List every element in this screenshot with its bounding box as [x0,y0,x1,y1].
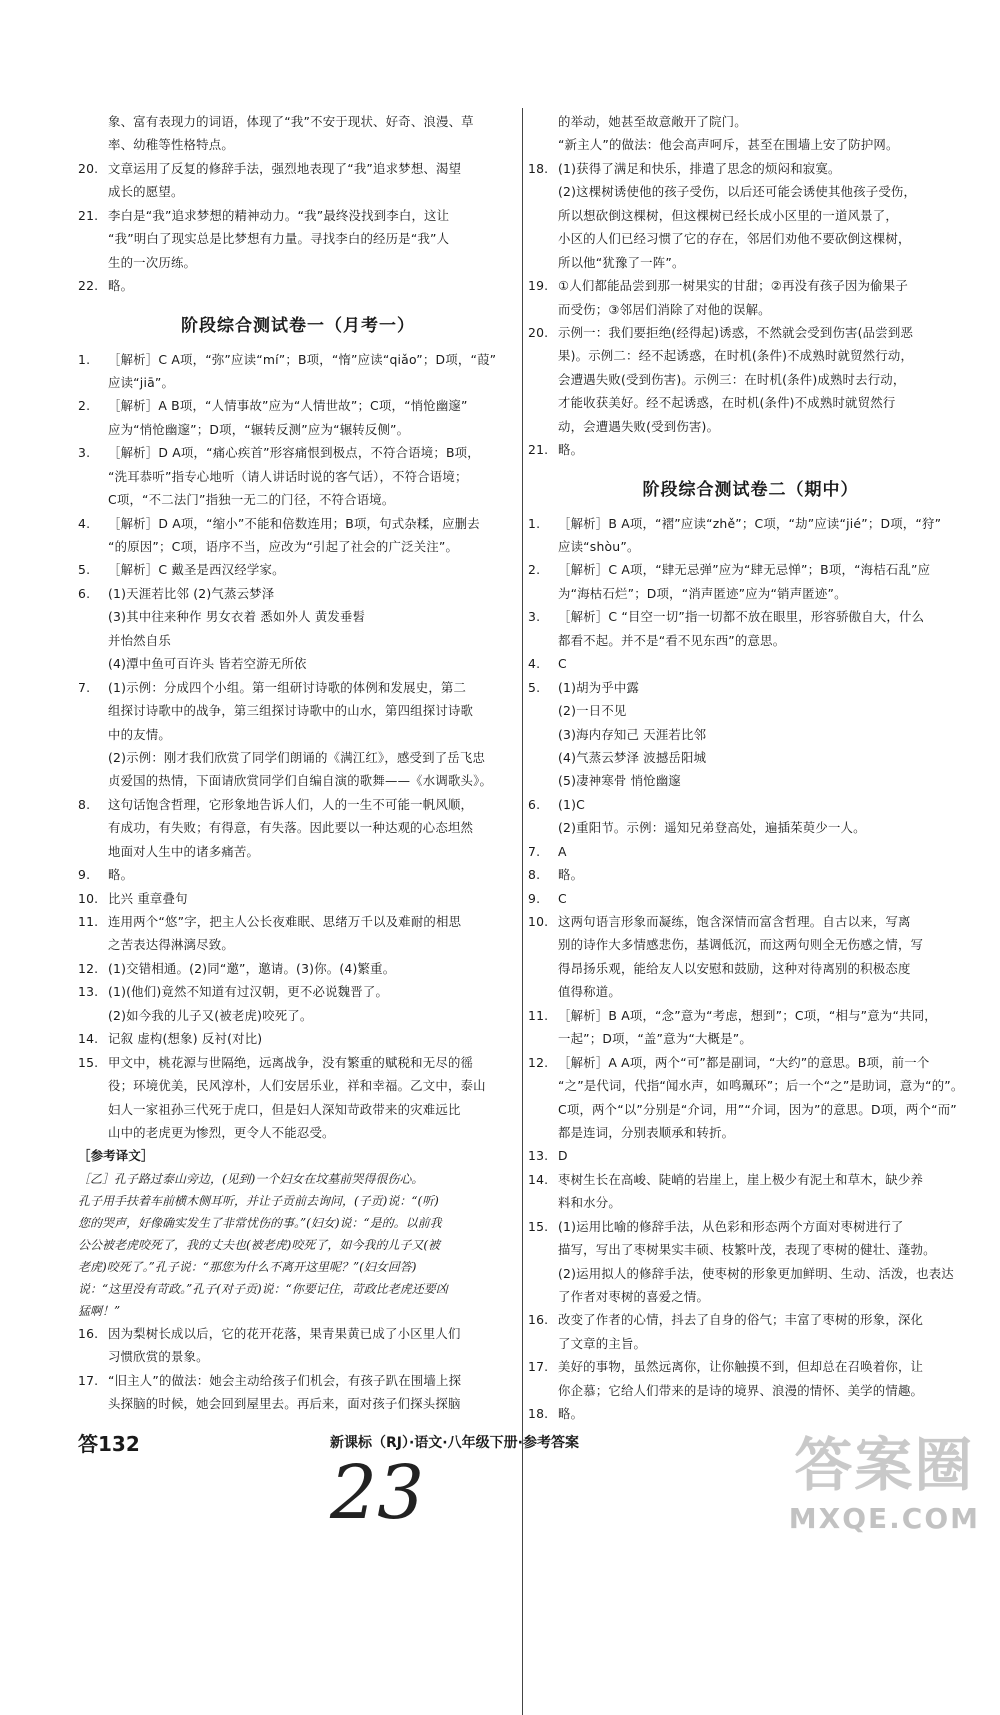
translation-line: 公公被老虎咬死了，我的丈夫也(被老虎)咬死了，如今我的儿子又(被 [78,1237,441,1252]
answer-item [78,274,518,297]
answer-continuation: 山中的老虎更为惨烈，更令人不能忍受。 [108,1124,335,1140]
item-number: 12. [528,1054,549,1070]
right-column [528,110,973,1426]
item-number: 14. [528,1171,549,1187]
item-number: 17. [78,1372,99,1388]
item-number: 18. [528,1406,549,1422]
answer-continuation: 组探讨诗歌中的战争，第三组探讨诗歌中的山水，第四组探讨诗歌 [108,703,474,719]
item-number: 14. [78,1031,99,1047]
answer-item [78,558,518,581]
answer-continuation: “之”是代词，代指“闻水声，如鸣珮环”；后一个“之”是助词，意为“的”。 [558,1078,964,1094]
answer-item [528,1168,973,1191]
answer-continuation: 应为“悄怆幽邃”；D项，“辗转反测”应为“辗转反侧”。 [108,421,410,437]
item-text: 枣树生长在高峻、陡峭的岩崖上，崖上极少有泥土和草木，缺少养 [558,1171,924,1187]
item-number: 4. [78,515,91,531]
watermark-line2: MXQE.COM [788,1502,980,1535]
answer-item [528,676,973,699]
answer-continuation: 之苦表达得淋漓尽致。 [108,937,234,953]
section-heading: 阶段综合测试卷二（期中） [642,479,859,500]
item-text: (1)运用比喻的修辞手法，从色彩和形态两个方面对枣树进行了 [558,1218,904,1234]
answer-item [78,887,518,910]
answer-continuation: 成长的愿望。 [108,184,184,200]
item-text: “旧主人”的做法：她会主动给孩子们机会，有孩子趴在围墙上探 [108,1372,462,1388]
item-number: 2. [78,398,91,414]
answer-continuation: 了文章的主旨。 [558,1335,647,1351]
answer-item [78,910,518,933]
item-number: 8. [528,867,541,883]
answer-item [528,321,973,344]
item-text: ［解析］C “目空一切”指一切都不放在眼里，形容骄傲自大，什么 [558,609,925,625]
item-text: (1)(他们)竟然不知道有过汉朝，更不必说魏晋了。 [108,984,389,1000]
item-text: 记叙 虚构(想象) 反衬(对比) [108,1031,263,1047]
item-number: 17. [528,1359,549,1375]
answer-item [528,863,973,886]
item-number: 7. [78,679,91,695]
item-text: (1)胡为乎中露 [558,679,640,695]
answer-continuation: 都看不起。并不是“看不见东西”的意思。 [558,632,786,648]
answer-continuation: 并怡然自乐 [108,632,171,648]
item-text: 改变了作者的心情，抖去了自身的俗气；丰富了枣树的形象，深化 [558,1312,924,1328]
answer-item [528,910,973,933]
item-text: C [558,656,567,672]
item-number: 3. [528,609,541,625]
item-number: 8. [78,796,91,812]
page-number: 答132 [78,1432,140,1456]
answer-continuation: (3)海内存知己 天涯若比邻 [558,726,707,742]
translation-line: ［乙］孔子路过泰山旁边，(见到)一个妇女在坟墓前哭得很伤心。 [78,1171,424,1186]
running-title: 新课标（RJ）·语文·八年级下册·参考答案 [330,1435,579,1451]
item-text: ［解析］C 戴圣是西汉经学家。 [108,562,285,578]
item-number: 21. [78,207,99,223]
answer-continuation: (2)如今我的儿子又(被老虎)咬死了。 [108,1007,313,1023]
answer-continuation: 象、富有表现力的词语，体现了“我”不安于现状、好奇、浪漫、草 [108,114,474,129]
item-text: (1)天涯若比邻 (2)气蒸云梦泽 [108,585,275,601]
item-number: 2. [528,562,541,578]
item-number: 7. [528,843,541,859]
item-text: 因为梨树长成以后，它的花开花落，果青果黄已成了小区里人们 [108,1325,461,1341]
item-text: 示例一：我们要拒绝(经得起)诱惑，不然就会受到伤害(品尝到恶 [558,324,914,340]
item-number: 21. [528,442,549,458]
item-number: 9. [78,867,91,883]
section-heading: 阶段综合测试卷一（月考一） [181,315,415,336]
answer-continuation: C项，“不二法门”指独一无二的门径，不符合语境。 [108,492,395,508]
answer-continuation: 会遭遇失败(受到伤害)。示例三：在时机(条件)成熟时去行动， [558,371,906,387]
answer-item [78,1322,518,1345]
item-number: 3. [78,445,91,461]
answer-continuation: 得昂扬乐观，能给友人以安慰和鼓励，这种对待离别的积极态度 [558,960,911,976]
answer-continuation: (2)这棵树诱使他的孩子受伤，以后还可能会诱使其他孩子受伤， [558,184,917,200]
item-number: 10. [528,914,549,929]
answer-item [78,441,518,464]
item-number: 6. [528,796,541,812]
item-number: 22. [78,278,99,294]
item-text: ［解析］C A项，“弥”应读“mí”；B项，“惰”应读“qiǎo”；D项，“葭” [108,351,497,367]
answer-item [528,1215,973,1238]
answer-item [78,980,518,1003]
item-number: 11. [528,1007,549,1023]
answer-continuation: 贞爱国的热情，下面请欣赏同学们自编自演的歌舞——《水调歌头》。 [108,773,493,789]
translation-line: 猛啊！” [78,1303,121,1318]
answer-continuation: 都是连词，分别表顺承和转折。 [558,1124,735,1140]
item-number: 18. [528,160,549,176]
answer-item [78,512,518,535]
item-text: 甲文中，桃花源与世隔绝，远离战争，没有繁重的赋税和无尽的徭 [108,1054,474,1070]
answer-item [78,793,518,816]
answer-continuation: (3)其中往来种作 男女衣着 悉如外人 黄发垂髫 [108,609,366,625]
item-text: ［解析］D A项，“缩小”不能和倍数连用；B项，句式杂糅，应删去 [108,515,480,531]
answer-continuation: C项，两个“以”分别是“介词，用”“介词，因为”的意思。D项，两个“而” [558,1101,957,1117]
translation-line: 说：“这里没有苛政。”孔子(对子贡)说：“你要记住，苛政比老虎还要凶 [78,1281,448,1296]
answer-continuation: 小区的人们已经习惯了它的存在，邻居们劝他不要砍倒这棵树， [558,231,911,247]
item-text: 略。 [108,278,134,294]
answer-continuation: (2)示例：刚才我们欣赏了同学们朗诵的《满江红》，感受到了岳飞忠 [108,749,486,765]
answer-item [528,512,973,535]
translation-line: 您的哭声，好像确实发生了非常忧伤的事。”(妇女)说：“是的。以前我 [78,1215,442,1230]
item-text: ［解析］B A项，“褶”应读“zhě”；C项，“劫”应读“jié”；D项，“狩” [558,515,942,531]
item-number: 5. [78,562,91,578]
item-text: 文章运用了反复的修辞手法，强烈地表现了“我”追求梦想、渴望 [108,160,462,176]
answer-continuation: 有成功，有失败；有得意，有失落。因此要以一种达观的心态坦然 [108,820,474,836]
item-text: ［解析］D A项，“痛心疾首”形容痛恨到极点，不符合语境；B项， [108,445,480,461]
answer-item [528,605,973,628]
answer-continuation: 妇人一家祖孙三代死于虎口，但是妇人深知苛政带来的灾难远比 [108,1101,461,1117]
answer-continuation: “我”明白了现实总是比梦想有力量。寻找李白的经历是“我”人 [108,231,450,247]
answer-continuation: “洗耳恭听”指专心地听（请人讲话时说的客气话），不符合语境； [108,468,468,484]
item-text: 李白是“我”追求梦想的精神动力。“我”最终没找到李白，这让 [108,207,450,223]
item-number: 15. [528,1218,549,1234]
item-text: 这句话饱含哲理，它形象地告诉人们，人的一生不可能一帆风顺， [108,796,474,812]
item-number: 4. [528,656,541,672]
item-number: 9. [528,890,541,906]
item-number: 19. [528,278,549,294]
item-number: 13. [78,984,99,1000]
answer-item [78,957,518,980]
answer-continuation: 果)。示例二：经不起诱惑，在时机(条件)不成熟时就贸然行动， [558,348,914,364]
handwritten-number: 23 [330,1450,425,1536]
item-number: 16. [528,1312,549,1328]
answer-continuation: 一起”；D项，“盖”意为“大概是”。 [558,1031,752,1047]
answer-item [528,558,973,581]
answer-item [78,1027,518,1050]
answer-continuation: 头探脑的时候，她会回到屋里去。再后来，面对孩子们探头探脑 [108,1396,461,1412]
answer-item [78,582,518,605]
item-text: ①人们都能品尝到那一树果实的甘甜；②再没有孩子因为偷果子 [558,278,908,294]
answer-item [528,793,973,816]
answer-continuation: 役；环境优美，民风淳朴，人们安居乐业，祥和幸福。乙文中，泰山 [108,1078,486,1094]
item-number: 11. [78,914,99,929]
item-text: 略。 [108,867,134,883]
answer-continuation: 料和水分。 [558,1195,621,1211]
item-number: 12. [78,960,99,976]
answer-continuation: 地面对人生中的诸多痛苦。 [108,843,260,859]
answer-continuation: 而受伤；③邻居们消除了对他的误解。 [558,301,771,317]
item-text: ［解析］B A项，“念”意为“考虑，想到”；C项，“相与”意为“共同， [558,1007,937,1023]
reference-label: ［参考译文］ [78,1148,154,1164]
answer-item [528,652,973,675]
translation-line: 孔子用手扶着车前横木侧耳听，并让子贡前去询问，(子贡)说：“(听) [78,1193,439,1208]
answer-continuation: 了作者对枣树的喜爱之情。 [558,1289,710,1304]
watermark-line1: 答案圈 [794,1431,975,1499]
answer-continuation: 值得称道。 [558,984,621,1000]
answer-item [528,1355,973,1378]
item-text: 略。 [558,1406,584,1422]
answer-item [528,274,973,297]
item-text: ［解析］A A项，两个“可”都是副词，“大约”的意思。B项，前一个 [558,1054,930,1070]
item-text: 比兴 重章叠句 [108,890,188,906]
answer-continuation: 中的友情。 [108,726,171,742]
item-text: 这两句语言形象而凝练，饱含深情而富含哲理。自古以来，写离 [558,914,911,929]
answer-continuation: (2)运用拟人的修辞手法，使枣树的形象更加鲜明、生动、活泼，也表达 [558,1265,954,1281]
answer-item [528,157,973,180]
answer-continuation: 率、幼稚等性格特点。 [108,137,234,153]
answer-item [528,1144,973,1167]
answer-continuation: (2)重阳节。示例：遥知兄弟登高处，遍插茱萸少一人。 [558,820,866,836]
column-divider [522,108,523,1715]
item-text: D [558,1148,568,1164]
item-text: (1)获得了满足和快乐，排遣了思念的烦闷和寂寞。 [558,160,841,176]
answer-continuation: 才能收获美好。经不起诱惑，在时机(条件)不成熟时就贸然行 [558,395,896,411]
answer-continuation: (4)气蒸云梦泽 波撼岳阳城 [558,749,707,765]
answer-item [78,863,518,886]
item-text: 略。 [558,442,584,458]
item-text: 连用两个“悠”字，把主人公长夜难眠、思绪万千以及难耐的相思 [108,914,462,929]
item-text: ［解析］C A项，“肆无忌弹”应为“肆无忌惮”；B项，“海桔石乱”应 [558,562,931,578]
item-number: 1. [78,351,91,367]
answer-continuation: “的原因”；C项，语序不当，应改为“引起了社会的广泛关注”。 [108,539,459,554]
answer-item [78,676,518,699]
answer-continuation: 你企慕；它给人们带来的是诗的境界、浪漫的情怀、美学的情趣。 [558,1382,924,1398]
left-column [78,110,518,1416]
item-number: 5. [528,679,541,695]
watermark-logo [789,1418,980,1535]
answer-item [528,1308,973,1331]
item-number: 6. [78,585,91,601]
answer-item [78,157,518,180]
item-text: (1)交错相通。(2)同“邀”，邀请。(3)你。(4)繁重。 [108,960,396,976]
item-text: 美好的事物，虽然远离你，让你触摸不到，但却总在召唤着你，让 [558,1359,924,1375]
answer-continuation: 生的一次历练。 [108,254,197,270]
answer-item [528,438,973,461]
answer-item [78,394,518,417]
answer-continuation: (2)一日不见 [558,703,627,719]
item-text: (1)示例：分成四个小组。第一组研讨诗歌的体例和发展史，第二 [108,679,467,695]
answer-continuation: (4)潭中鱼可百许头 皆若空游无所依 [108,656,307,672]
translation-line: 老虎)咬死了。”孔子说：“那您为什么不离开这里呢？”(妇女回答) [78,1259,417,1274]
answer-item [528,1004,973,1027]
item-text: C [558,890,567,906]
answer-continuation: 的举动，她甚至故意敞开了院门。 [558,114,747,129]
item-number: 1. [528,515,541,531]
answer-item [528,887,973,910]
answer-continuation: “新主人”的做法：他会高声呵斥，甚至在围墙上安了防护网。 [558,137,899,153]
answer-item [78,348,518,371]
answer-item [78,1051,518,1074]
item-number: 13. [528,1148,549,1164]
item-number: 10. [78,890,99,906]
answer-item [528,840,973,863]
answer-item [78,204,518,227]
answer-continuation: 所以想砍倒这棵树，但这棵树已经长成小区里的一道风景了， [558,207,898,223]
item-text: (1)C [558,796,586,812]
answer-continuation: 为“海枯石烂”；D项，“消声匿迹”应为“销声匿迹”。 [558,585,847,601]
answer-continuation: 习惯欣赏的景象。 [108,1349,209,1365]
answer-continuation: 所以他“犹豫了一阵”。 [558,254,685,270]
answer-continuation: 应读“shòu”。 [558,539,640,554]
answer-continuation: 应读“jiā”。 [108,374,175,390]
item-text: A [558,843,567,859]
item-number: 20. [528,324,549,340]
item-number: 15. [78,1054,99,1070]
answer-continuation: 别的诗作大多情感悲伤，基调低沉，而这两句则全无伤感之情，写 [558,937,924,953]
answer-continuation: (5)凄神寒骨 悄怆幽邃 [558,773,682,789]
item-number: 16. [78,1325,99,1341]
answer-continuation: 描写，写出了枣树果实丰硕、枝繁叶茂，表现了枣树的健壮、蓬勃。 [558,1242,936,1258]
answer-continuation: 动，会遭遇失败(受到伤害)。 [558,418,720,434]
answer-item [78,1369,518,1392]
item-text: ［解析］A B项，“人情事故”应为“人情世故”；C项，“悄怆幽邃” [108,398,468,414]
answer-item [528,1051,973,1074]
item-text: 略。 [558,867,584,883]
item-number: 20. [78,160,99,176]
